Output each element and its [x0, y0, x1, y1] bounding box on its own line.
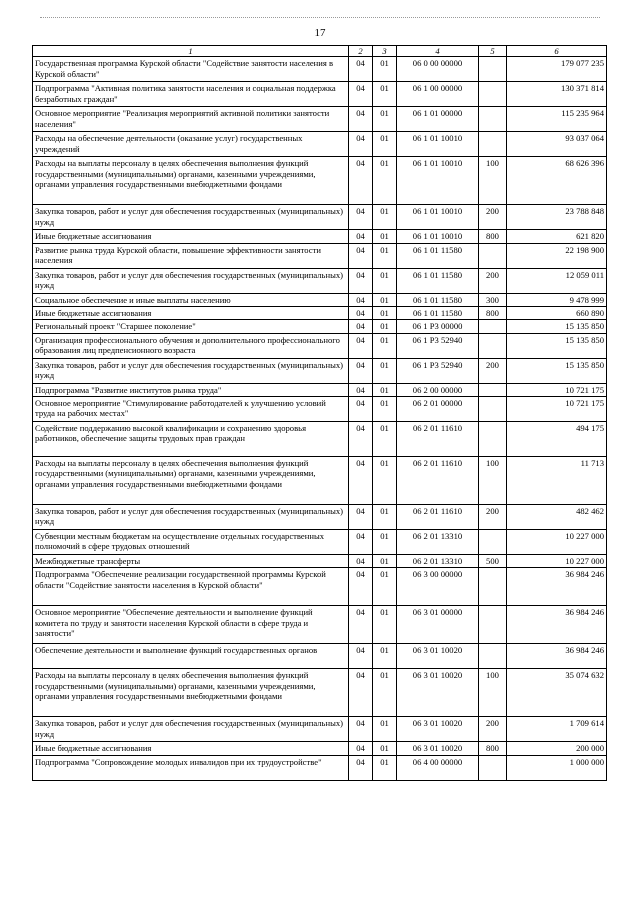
- amount-cell: 12 059 011: [507, 268, 607, 293]
- row-name-cell: Иные бюджетные ассигнования: [33, 230, 349, 243]
- section-cell: 04: [349, 293, 373, 306]
- row-name-cell: Закупка товаров, работ и услуг для обеспечения государственных (муниципальных) нужд: [33, 358, 349, 383]
- expense-type-cell: 200: [479, 358, 507, 383]
- subsection-cell: 01: [373, 205, 397, 230]
- subsection-cell: 01: [373, 644, 397, 669]
- subsection-cell: 01: [373, 504, 397, 529]
- expense-type-cell: 800: [479, 230, 507, 243]
- section-cell: 04: [349, 606, 373, 644]
- row-name-cell: Субвенции местным бюджетам на осуществление отдельных государственных полномочий в сфере трудовых отношений: [33, 529, 349, 554]
- amount-cell: 660 890: [507, 306, 607, 319]
- expense-type-cell: 800: [479, 742, 507, 755]
- table-row: [33, 230, 607, 243]
- table-row: [33, 132, 607, 157]
- target-article-cell: 06 2 01 11610: [397, 504, 479, 529]
- subsection-cell: 01: [373, 529, 397, 554]
- amount-cell: 68 626 396: [507, 157, 607, 205]
- subsection-cell: 01: [373, 306, 397, 319]
- subsection-cell: 01: [373, 742, 397, 755]
- subsection-cell: 01: [373, 132, 397, 157]
- section-cell: 04: [349, 320, 373, 333]
- amount-cell: 1 000 000: [507, 755, 607, 780]
- table-row: [33, 107, 607, 132]
- table-row: [33, 504, 607, 529]
- amount-cell: 10 721 175: [507, 396, 607, 421]
- budget-table: [32, 45, 607, 781]
- row-name-cell: Подпрограмма "Активная политика занятости населения и социальная поддержка безработных граждан": [33, 82, 349, 107]
- section-cell: 04: [349, 717, 373, 742]
- target-article-cell: 06 3 01 10020: [397, 644, 479, 669]
- expense-type-cell: [479, 568, 507, 606]
- subsection-cell: 01: [373, 268, 397, 293]
- table-row: [33, 268, 607, 293]
- expense-type-cell: 500: [479, 554, 507, 567]
- subsection-cell: 01: [373, 358, 397, 383]
- expense-type-cell: [479, 644, 507, 669]
- section-cell: 04: [349, 57, 373, 82]
- target-article-cell: 06 1 P3 52940: [397, 358, 479, 383]
- section-cell: 04: [349, 268, 373, 293]
- row-name-cell: Закупка товаров, работ и услуг для обеспечения государственных (муниципальных) нужд: [33, 717, 349, 742]
- subsection-cell: 01: [373, 606, 397, 644]
- target-article-cell: 06 2 01 13310: [397, 554, 479, 567]
- expense-type-cell: 200: [479, 717, 507, 742]
- amount-cell: 9 478 999: [507, 293, 607, 306]
- table-row: [33, 669, 607, 717]
- table-row: [33, 421, 607, 456]
- column-header: 4: [397, 46, 479, 57]
- table-row: [33, 306, 607, 319]
- subsection-cell: 01: [373, 554, 397, 567]
- expense-type-cell: 100: [479, 157, 507, 205]
- expense-type-cell: [479, 132, 507, 157]
- table-row: [33, 383, 607, 396]
- amount-cell: 11 713: [507, 456, 607, 504]
- expense-type-cell: 200: [479, 268, 507, 293]
- row-name-cell: Подпрограмма "Сопровождение молодых инвалидов при их трудоустройстве": [33, 755, 349, 780]
- expense-type-cell: 800: [479, 306, 507, 319]
- header-row: [33, 46, 607, 57]
- table-row: [33, 755, 607, 780]
- section-cell: 04: [349, 396, 373, 421]
- target-article-cell: 06 1 01 11580: [397, 293, 479, 306]
- table-row: [33, 742, 607, 755]
- target-article-cell: 06 1 01 00000: [397, 107, 479, 132]
- row-name-cell: Основное мероприятие "Стимулирование работодателей к улучшению условий труда на рабочих местах": [33, 396, 349, 421]
- target-article-cell: 06 2 01 13310: [397, 529, 479, 554]
- target-article-cell: 06 1 00 00000: [397, 82, 479, 107]
- expense-type-cell: 200: [479, 504, 507, 529]
- top-dotted-line: [40, 17, 600, 18]
- row-name-cell: Подпрограмма "Обеспечение реализации государственной программы Курской области "Содействие занятости населения в Курской области": [33, 568, 349, 606]
- table-row: [33, 57, 607, 82]
- amount-cell: 482 462: [507, 504, 607, 529]
- expense-type-cell: [479, 396, 507, 421]
- amount-cell: 36 984 246: [507, 644, 607, 669]
- section-cell: 04: [349, 205, 373, 230]
- section-cell: 04: [349, 132, 373, 157]
- row-name-cell: Подпрограмма "Развитие институтов рынка труда": [33, 383, 349, 396]
- column-header: 2: [349, 46, 373, 57]
- target-article-cell: 06 3 01 10020: [397, 669, 479, 717]
- target-article-cell: 06 1 01 11580: [397, 306, 479, 319]
- row-name-cell: Организация профессионального обучения и дополнительного профессионального образования лиц предпенсионного возраста: [33, 333, 349, 358]
- section-cell: 04: [349, 157, 373, 205]
- target-article-cell: 06 1 01 10010: [397, 230, 479, 243]
- section-cell: 04: [349, 644, 373, 669]
- section-cell: 04: [349, 504, 373, 529]
- row-name-cell: Расходы на выплаты персоналу в целях обеспечения выполнения функций государственными (муниципальными) органами, казенными учреждениями, органами управления государственными внебюджетными фондами: [33, 669, 349, 717]
- amount-cell: 10 721 175: [507, 383, 607, 396]
- target-article-cell: 06 1 01 10010: [397, 205, 479, 230]
- table-row: [33, 320, 607, 333]
- row-name-cell: Закупка товаров, работ и услуг для обеспечения государственных (муниципальных) нужд: [33, 504, 349, 529]
- amount-cell: 15 135 850: [507, 333, 607, 358]
- subsection-cell: 01: [373, 57, 397, 82]
- subsection-cell: 01: [373, 82, 397, 107]
- section-cell: 04: [349, 243, 373, 268]
- amount-cell: 200 000: [507, 742, 607, 755]
- subsection-cell: 01: [373, 333, 397, 358]
- row-name-cell: Расходы на обеспечение деятельности (оказание услуг) государственных учреждений: [33, 132, 349, 157]
- section-cell: 04: [349, 529, 373, 554]
- target-article-cell: 06 1 01 10010: [397, 157, 479, 205]
- subsection-cell: 01: [373, 396, 397, 421]
- subsection-cell: 01: [373, 755, 397, 780]
- amount-cell: 179 077 235: [507, 57, 607, 82]
- table-row: [33, 717, 607, 742]
- amount-cell: 10 227 000: [507, 529, 607, 554]
- expense-type-cell: [479, 333, 507, 358]
- subsection-cell: 01: [373, 383, 397, 396]
- expense-type-cell: [479, 421, 507, 456]
- subsection-cell: 01: [373, 107, 397, 132]
- target-article-cell: 06 3 00 00000: [397, 568, 479, 606]
- table-row: [33, 554, 607, 567]
- amount-cell: 35 074 632: [507, 669, 607, 717]
- subsection-cell: 01: [373, 568, 397, 606]
- subsection-cell: 01: [373, 243, 397, 268]
- expense-type-cell: 200: [479, 205, 507, 230]
- amount-cell: 115 235 964: [507, 107, 607, 132]
- target-article-cell: 06 3 01 00000: [397, 606, 479, 644]
- section-cell: 04: [349, 421, 373, 456]
- expense-type-cell: [479, 320, 507, 333]
- target-article-cell: 06 1 01 11580: [397, 243, 479, 268]
- table-row: [33, 293, 607, 306]
- section-cell: 04: [349, 669, 373, 717]
- subsection-cell: 01: [373, 157, 397, 205]
- amount-cell: 130 371 814: [507, 82, 607, 107]
- table-row: [33, 243, 607, 268]
- expense-type-cell: 100: [479, 669, 507, 717]
- target-article-cell: 06 3 01 10020: [397, 742, 479, 755]
- expense-type-cell: [479, 383, 507, 396]
- section-cell: 04: [349, 107, 373, 132]
- row-name-cell: Обеспечение деятельности и выполнение функций государственных органов: [33, 644, 349, 669]
- page-number: 17: [314, 27, 326, 39]
- target-article-cell: 06 2 01 11610: [397, 421, 479, 456]
- target-article-cell: 06 2 01 11610: [397, 456, 479, 504]
- subsection-cell: 01: [373, 230, 397, 243]
- section-cell: 04: [349, 568, 373, 606]
- expense-type-cell: [479, 606, 507, 644]
- target-article-cell: 06 1 P3 00000: [397, 320, 479, 333]
- target-article-cell: 06 1 01 10010: [397, 132, 479, 157]
- subsection-cell: 01: [373, 320, 397, 333]
- expense-type-cell: [479, 57, 507, 82]
- table-row: [33, 82, 607, 107]
- expense-type-cell: [479, 107, 507, 132]
- target-article-cell: 06 1 P3 52940: [397, 333, 479, 358]
- table-row: [33, 333, 607, 358]
- expense-type-cell: [479, 529, 507, 554]
- amount-cell: 22 198 900: [507, 243, 607, 268]
- subsection-cell: 01: [373, 669, 397, 717]
- amount-cell: 36 984 246: [507, 606, 607, 644]
- row-name-cell: Иные бюджетные ассигнования: [33, 742, 349, 755]
- section-cell: 04: [349, 230, 373, 243]
- subsection-cell: 01: [373, 293, 397, 306]
- row-name-cell: Социальное обеспечение и иные выплаты населению: [33, 293, 349, 306]
- row-name-cell: Расходы на выплаты персоналу в целях обеспечения выполнения функций государственными (муниципальными) органами, казенными учреждениями, органами управления государственными внебюджетными фондами: [33, 157, 349, 205]
- row-name-cell: Межбюджетные трансферты: [33, 554, 349, 567]
- table-row: [33, 396, 607, 421]
- table-row: [33, 644, 607, 669]
- subsection-cell: 01: [373, 421, 397, 456]
- section-cell: 04: [349, 82, 373, 107]
- amount-cell: 36 984 246: [507, 568, 607, 606]
- row-name-cell: Развитие рынка труда Курской области, повышение эффективности занятости населения: [33, 243, 349, 268]
- row-name-cell: Основное мероприятие "Обеспечение деятельности и выполнение функций комитета по труду и занятости населения Курской области в сфере труда и занятости": [33, 606, 349, 644]
- row-name-cell: Иные бюджетные ассигнования: [33, 306, 349, 319]
- section-cell: 04: [349, 554, 373, 567]
- amount-cell: 494 175: [507, 421, 607, 456]
- target-article-cell: 06 4 00 00000: [397, 755, 479, 780]
- expense-type-cell: 100: [479, 456, 507, 504]
- row-name-cell: Региональный проект "Старшее поколение": [33, 320, 349, 333]
- row-name-cell: Основное мероприятие "Реализация мероприятий активной политики занятости населения": [33, 107, 349, 132]
- section-cell: 04: [349, 358, 373, 383]
- row-name-cell: Государственная программа Курской области "Содействие занятости населения в Курской области": [33, 57, 349, 82]
- expense-type-cell: 300: [479, 293, 507, 306]
- table-row: [33, 157, 607, 205]
- subsection-cell: 01: [373, 717, 397, 742]
- table-row: [33, 606, 607, 644]
- table-row: [33, 529, 607, 554]
- target-article-cell: 06 3 01 10020: [397, 717, 479, 742]
- section-cell: 04: [349, 306, 373, 319]
- table-row: [33, 456, 607, 504]
- expense-type-cell: [479, 755, 507, 780]
- amount-cell: 621 820: [507, 230, 607, 243]
- section-cell: 04: [349, 333, 373, 358]
- column-header: 5: [479, 46, 507, 57]
- section-cell: 04: [349, 742, 373, 755]
- table-row: [33, 205, 607, 230]
- row-name-cell: Расходы на выплаты персоналу в целях обеспечения выполнения функций государственными (муниципальными) органами, казенными учреждениями, органами управления государственными внебюджетными фондами: [33, 456, 349, 504]
- table-row: [33, 358, 607, 383]
- amount-cell: 23 788 848: [507, 205, 607, 230]
- row-name-cell: Содействие поддержанию высокой квалификации и сохранению здоровья работников, обеспечение защиты трудовых прав граждан: [33, 421, 349, 456]
- column-header: 1: [33, 46, 349, 57]
- column-header: 6: [507, 46, 607, 57]
- column-header: 3: [373, 46, 397, 57]
- amount-cell: 15 135 850: [507, 358, 607, 383]
- subsection-cell: 01: [373, 456, 397, 504]
- section-cell: 04: [349, 755, 373, 780]
- target-article-cell: 06 2 00 00000: [397, 383, 479, 396]
- amount-cell: 1 709 614: [507, 717, 607, 742]
- row-name-cell: Закупка товаров, работ и услуг для обеспечения государственных (муниципальных) нужд: [33, 268, 349, 293]
- amount-cell: 15 135 850: [507, 320, 607, 333]
- section-cell: 04: [349, 383, 373, 396]
- expense-type-cell: [479, 82, 507, 107]
- amount-cell: 10 227 000: [507, 554, 607, 567]
- target-article-cell: 06 1 01 11580: [397, 268, 479, 293]
- section-cell: 04: [349, 456, 373, 504]
- expense-type-cell: [479, 243, 507, 268]
- target-article-cell: 06 0 00 00000: [397, 57, 479, 82]
- row-name-cell: Закупка товаров, работ и услуг для обеспечения государственных (муниципальных) нужд: [33, 205, 349, 230]
- table-row: [33, 568, 607, 606]
- target-article-cell: 06 2 01 00000: [397, 396, 479, 421]
- amount-cell: 93 037 064: [507, 132, 607, 157]
